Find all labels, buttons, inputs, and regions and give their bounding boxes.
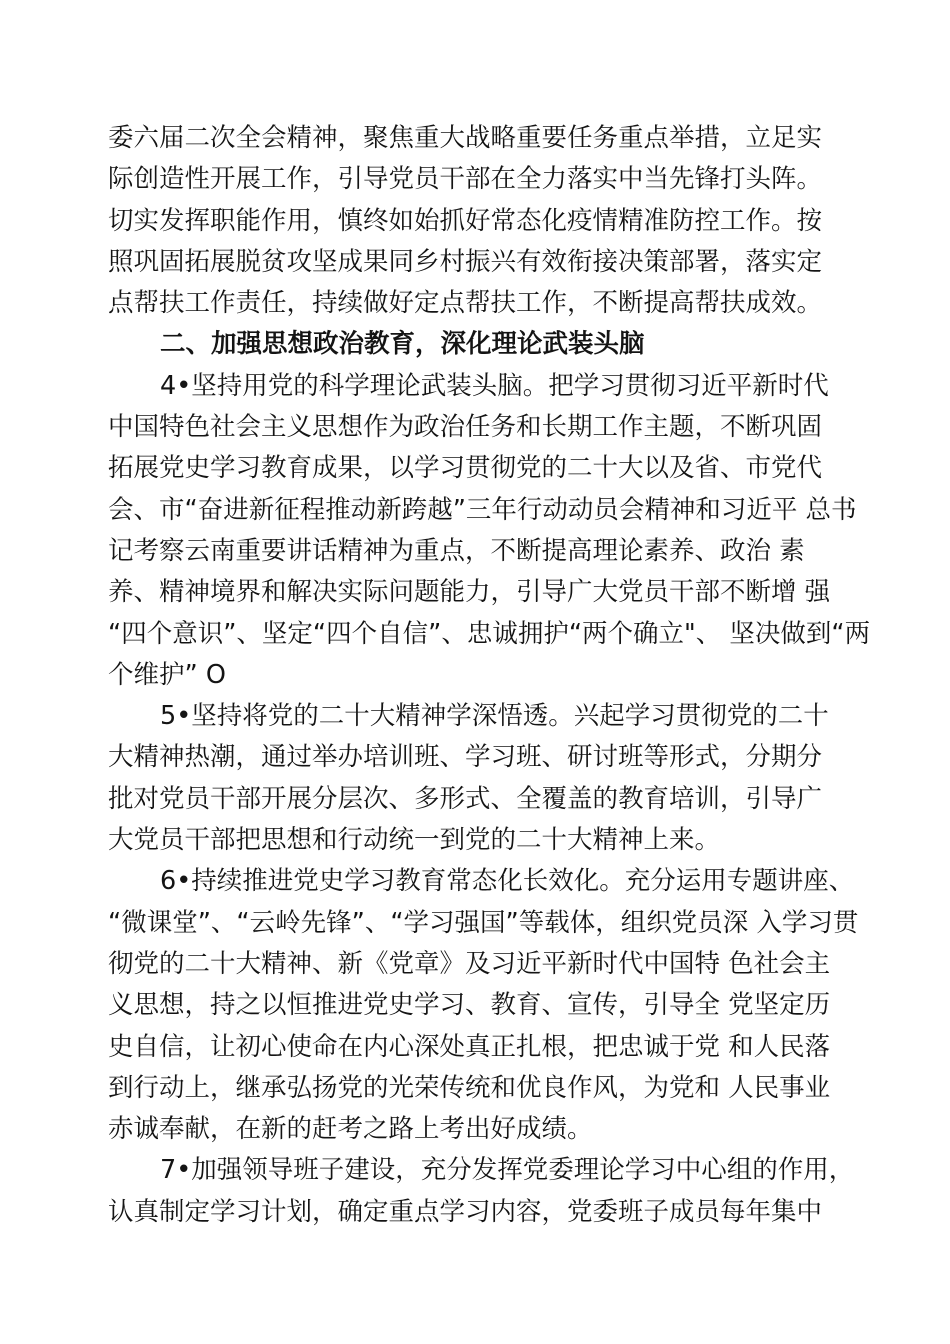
text-line: 际创造性开展工作，引导党员干部在全力落实中当先锋打头阵。 — [108, 164, 823, 195]
document-body — [108, 118, 871, 1233]
text-line: 批对党员干部开展分层次、多形式、全覆盖的教育培训，引导广 — [108, 783, 823, 814]
text-line: 个维护” O — [108, 659, 226, 690]
text-line: 养、精神境界和解决实际问题能力，引导广大党员干部不断增 强 — [108, 577, 831, 608]
paragraph-first-line: 7•加强领导班子建设，充分发挥党委理论学习中心组的作用， — [160, 1155, 855, 1186]
text-line: 赤诚奉献，在新的赶考之路上考出好成绩。 — [108, 1114, 593, 1145]
section-heading: 二、加强思想政治教育，深化理论武装头脑 — [160, 329, 645, 360]
text-line: 到行动上，继承弘扬党的光荣传统和优良作风，为党和 人民事业 — [108, 1072, 831, 1103]
text-line: 点帮扶工作责任，持续做好定点帮扶工作，不断提高帮扶成效。 — [108, 288, 823, 319]
text-line: 会、市“奋进新征程推动新跨越”三年行动动员会精神和习近平 总书 — [108, 494, 857, 525]
paragraph-first-line: 6•持续推进党史学习教育常态化长效化。充分运用专题讲座、 — [160, 866, 855, 897]
paragraph-first-line: 4•坚持用党的科学理论武装头脑。把学习贯彻习近平新时代 — [160, 370, 829, 401]
text-line: 彻党的二十大精神、新《党章》及习近平新时代中国特 色社会主 — [108, 948, 831, 979]
text-line: 切实发挥职能作用，慎终如始抓好常态化疫情精准防控工作。按 — [108, 205, 823, 236]
text-line: 记考察云南重要讲话精神为重点，不断提高理论素养、政治 素 — [108, 535, 805, 566]
text-line: 中国特色社会主义思想作为政治任务和长期工作主题，不断巩固 — [108, 412, 823, 443]
text-line: “四个意识”、坚定“四个自信”、忠诚拥护“两个确立"、 坚决做到“两 — [108, 618, 871, 649]
text-line: 大精神热潮，通过举办培训班、学习班、研讨班等形式，分期分 — [108, 742, 823, 773]
text-line: 认真制定学习计划，确定重点学习内容，党委班子成员每年集中 — [108, 1196, 823, 1227]
text-line: “微课堂”、“云岭先锋”、“学习强国”等载体，组织党员深 入学习贯 — [108, 907, 859, 938]
text-line: 委六届二次全会精神，聚焦重大战略重要任务重点举措，立足实 — [108, 123, 823, 153]
text-line: 义思想，持之以恒推进党史学习、教育、宣传，引导全 党坚定历 — [108, 990, 831, 1021]
text-line: 史自信，让初心使命在内心深处真正扎根，把忠诚于党 和人民落 — [108, 1031, 831, 1062]
text-line: 大党员干部把思想和行动统一到党的二十大精神上来。 — [108, 825, 721, 856]
text-line: 照巩固拓展脱贫攻坚成果同乡村振兴有效衔接决策部署，落实定 — [108, 246, 823, 277]
paragraph-first-line: 5•坚持将党的二十大精神学深悟透。兴起学习贯彻党的二十 — [160, 701, 829, 732]
text-line: 拓展党史学习教育成果，以学习贯彻党的二十大以及省、市党代 — [108, 453, 823, 484]
